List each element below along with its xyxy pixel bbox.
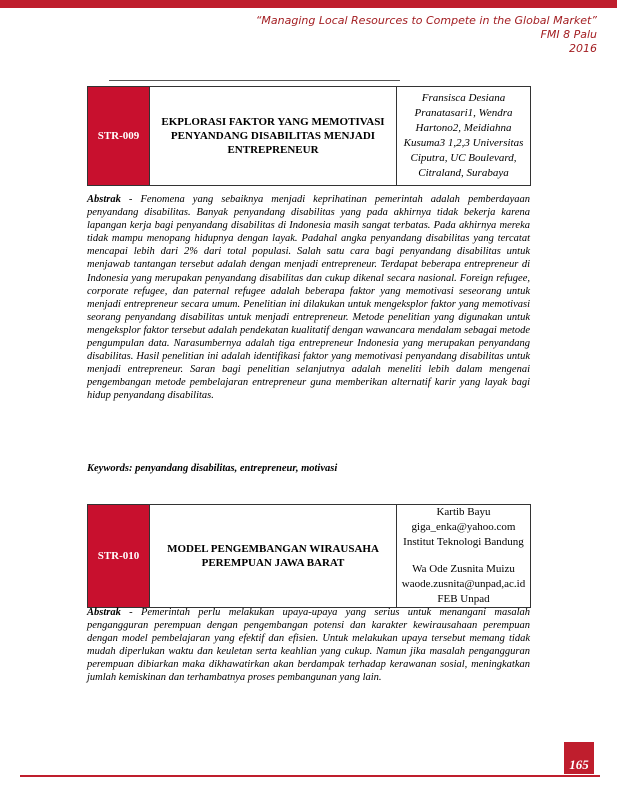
header-conference-name: FMI 8 Palu <box>540 28 597 41</box>
top-color-bar <box>0 0 617 8</box>
author-line: giga_enka@yahoo.com <box>411 521 516 533</box>
author-line: FEB Unpad <box>437 593 490 605</box>
author-line: waode.zusnita@unpad,ac.id <box>401 578 526 590</box>
entry-code: STR-010 <box>88 505 150 608</box>
abstract-label: Abstrak <box>87 194 121 205</box>
abstract-text: - Fenomena yang sebaiknya menjadi keprihatinan pemerintah adalah pemberdayaan penyandang disabilitas. Banyak penyandang disabilitas yang pada akhirnya tidak bekerja karena lapangan kerja bagi penyandang disabilitas di Indonesia masih sangat terbatas. Pada akhirnya mereka tidak mampu menopang hidupnya dengan layak. Padahal angka penyandang disabilitas yang tercatat mencapai lebih dari 2% dari total populasi. Salah satu cara bagi penyandang disabilitas untuk menjawab tantangan tersebut adalah dengan menjadi entrepreneur. Terdapat beberapa entrepreneur di Indonesia yang merupakan penyandang disabilitas dan cukup dikenal secara nasional. Foreign refugee, corporate refugee, dan paternal refugee adalah beberapa faktor yang memotivasi seseorang untuk menjadi entrepreneur secara umum. Penelitian ini dilakukan untuk mengeksplor faktor yang memotivasi seorang penyandang disabilitas untuk menjadi entrepreneur. Metode penelitian yang digunakan untuk mengeksplor faktor tersebut adalah pendekatan kualitatif dengan wawancara mendalam sebagai metode pengumpulan data. Narasumbernya adalah tiga entrepreneur Indonesia yang merupakan penyandang disabilitas. Hasil penelitian ini adalah identifikasi faktor yang memotivasi penyandang disabilitas untuk menjadi entrepreneur. Saran bagi penelitian selanjutnya adalah meneliti lebih dalam mengenai pengembangan metode pembelajaran entrepreneur guna memberikan alternatif karir yang layak bagi hidup penyandang disabilitas. <box>87 194 530 402</box>
abstract-str-009 <box>87 193 530 403</box>
abstract-text: - Pemerintah perlu melakukan upaya-upaya yang serius untuk menangani masalah pengangguran perempuan dengan pengembangan potensi dan karakter kewirausahaan perempuan dengan model pembelajaran yang efektif dan efisien. Untuk melakukan upaya tersebut memang tidak mudah diperlukan waktu dan keuletan serta keahlian yang cukup. Namun jika masalah pengangguran perempuan dibiarkan maka dikhawatirkan akan berdampak terhadap kerawanan sosial, meningkatkan jumlah kemiskinan dan terhambatnya proses pembangunan yang lain. <box>87 607 530 684</box>
keywords: Keywords: penyandang disabilitas, entrepreneur, motivasi <box>87 463 338 474</box>
author-line: Institut Teknologi Bandung <box>403 536 524 548</box>
entry-title: MODEL PENGEMBANGAN WIRAUSAHA PEREMPUAN JAWA BARAT <box>150 505 397 608</box>
entry-code: STR-009 <box>88 87 150 186</box>
header-divider <box>109 80 400 81</box>
entry-authors <box>397 505 531 608</box>
footer-rule <box>20 775 600 777</box>
header-conference-theme: “Managing Local Resources to Compete in the Global Market” <box>255 14 597 27</box>
author-line: Kartib Bayu <box>436 506 491 518</box>
author-line: Wa Ode Zusnita Muizu <box>412 563 515 575</box>
abstract-str-010 <box>87 606 530 685</box>
abstract-label: Abstrak <box>87 607 121 618</box>
author-line <box>397 550 530 562</box>
entry-table-str-010 <box>87 504 531 608</box>
entry-title: EKPLORASI FAKTOR YANG MEMOTIVASI PENYANDANG DISABILITAS MENJADI ENTREPRENEUR <box>150 87 397 186</box>
entry-authors: Fransisca Desiana Pranatasari1, Wendra Hartono2, Meidiahna Kusuma3 1,2,3 Universitas Ciputra, UC Boulevard, Citraland, Surabaya <box>397 87 531 186</box>
page-number: 165 <box>564 742 594 774</box>
entry-table-str-009 <box>87 86 531 186</box>
header-year: 2016 <box>569 42 597 55</box>
